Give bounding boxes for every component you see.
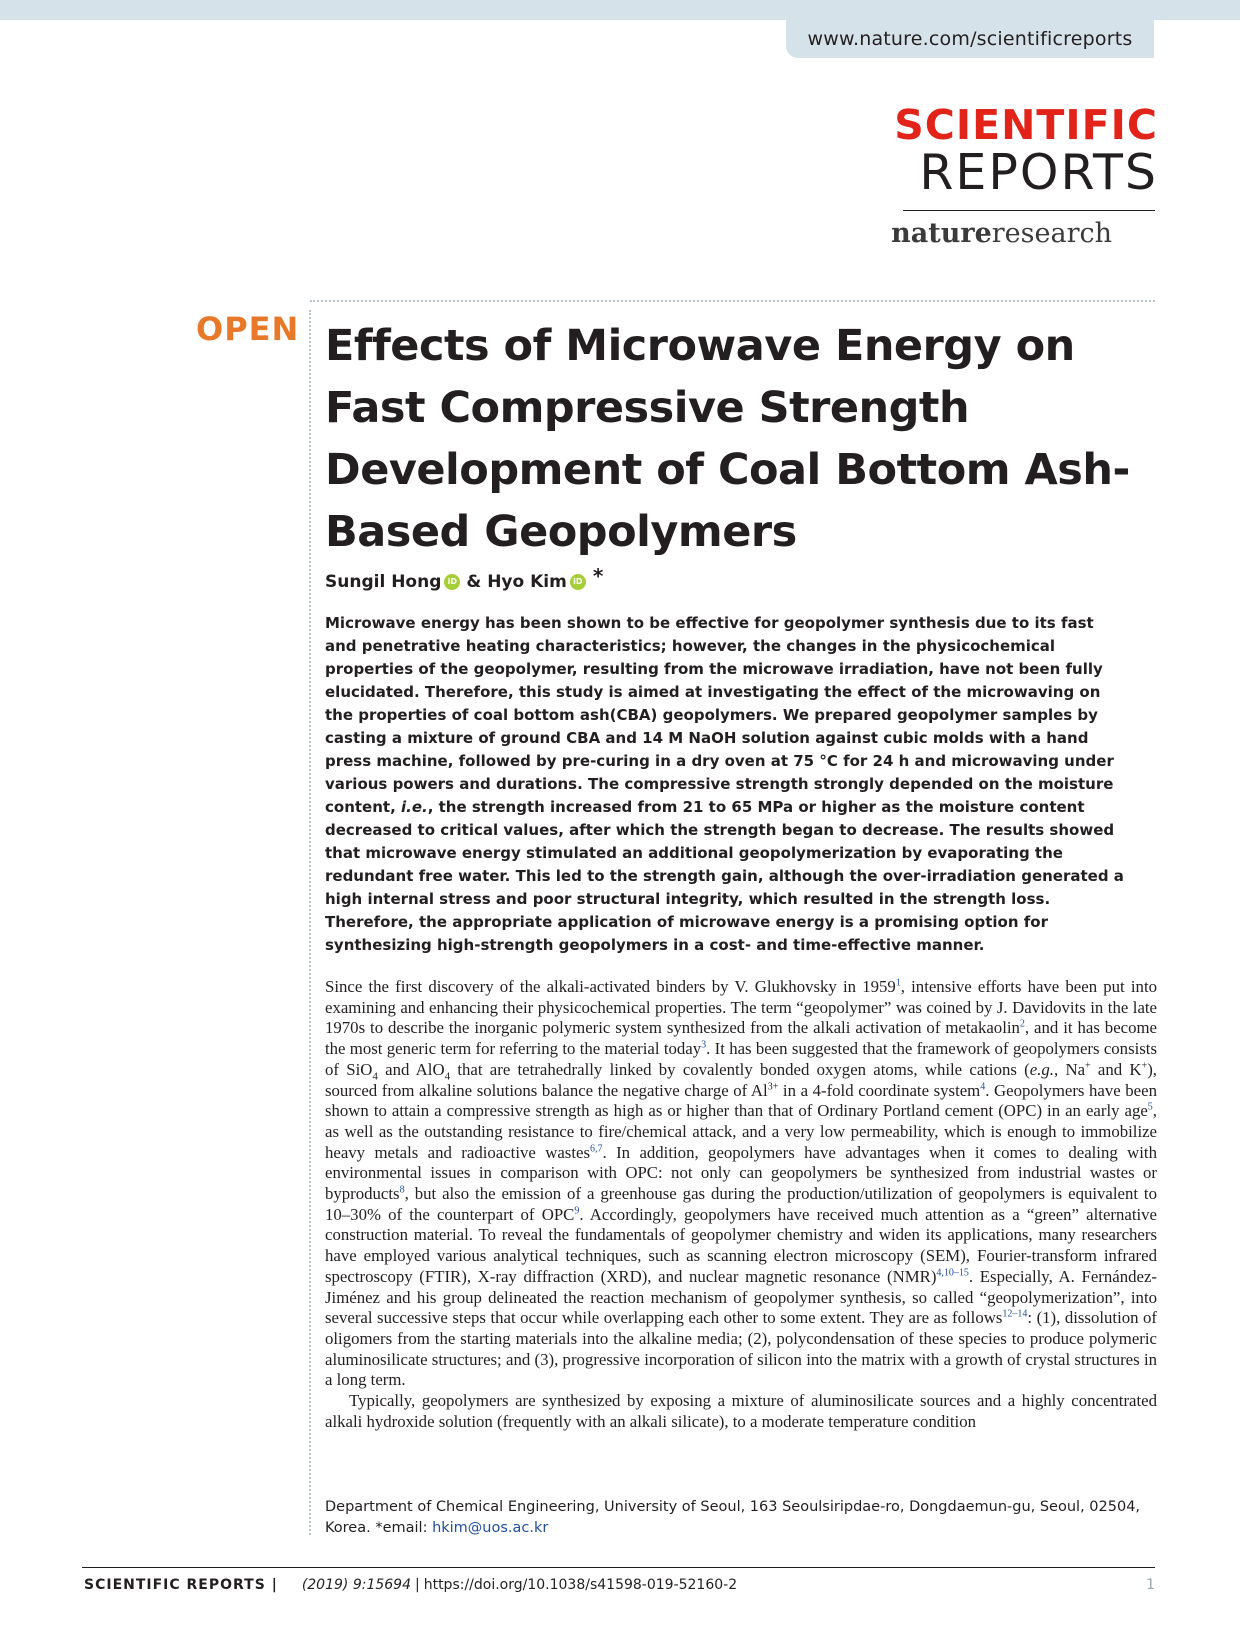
author-1[interactable]: Sungil Hong	[325, 572, 442, 592]
author-list	[325, 564, 604, 594]
abstract: Microwave energy has been shown to be effective for geopolymer synthesis due to its fast and penetrative heating characteristics; however, the changes in the physicochemical properties of the geopolymer, resulting from the microwave irradiation, have not been fully elucidated. Therefore, this study is aimed at investigating the effect of the microwaving on the properties of coal bottom ash(CBA) geopolymers. We prepared geopolymer samples by casting a mixture of ground CBA and 14 M NaOH solution against cubic molds with a hand press machine, followed by pre-curing in a dry oven at 75 °C for 24 h and microwaving under various powers and durations. The compressive strength strongly depended on the moisture content, i.e., the strength increased from 21 to 65 MPa or higher as the moisture content decreased to critical values, after which the strength began to decrease. The results showed that microwave energy stimulated an additional geopolymerization by evaporating the redundant free water. This led to the strength gain, although the over-irradiation generated a high internal stress and poor structural integrity, which resulted in the strength loss. Therefore, the appropriate application of microwave energy is a promising option for synthesizing high-strength geopolymers in a cost- and time-effective manner.	[325, 614, 1124, 954]
page-footer	[84, 1577, 1155, 1593]
citation-ref[interactable]: 1	[895, 977, 901, 989]
footer-rule	[82, 1567, 1155, 1568]
page-number: 1	[1146, 1577, 1155, 1593]
author-2[interactable]: Hyo Kim	[487, 572, 567, 592]
email-link[interactable]: hkim@uos.ac.kr	[432, 1520, 549, 1536]
footer-journal: SCIENTIFIC REPORTS |	[84, 1577, 278, 1593]
citation-ref[interactable]: 2	[1019, 1018, 1025, 1030]
logo-divider	[903, 210, 1155, 211]
journal-logo-line2: REPORTS	[919, 144, 1158, 201]
body-paragraph-1: Since the first discovery of the alkali-activated binders by V. Glukhovsky in 1959$^1$, intensive efforts have been put into examining and enhancing their physicochemical properties. The term “geopolymer” was coined by J. Davidovits in the late 1970s to describe the inorganic polymeric system synthesized from the alkali activation of metakaolin$^2$, and it has become the most generic term for referring to the material today$^3$. It has been suggested that the framework of geopolymers consists of SiO$_4$ and AlO$_4$ that are tetrahedrally linked by covalently bonded oxygen atoms, while cations (e.g., Na+ and K+), sourced from alkaline solutions balance the negative charge of $Al^{3+}$ in a 4-fold coordinate system$^4$. Geopolymers have been shown to attain a compressive strength as high as or higher than that of Ordinary Portland cement (OPC) in an early age$^5$, as well as the outstanding resistance to fire/chemical attack, and a very low permeability, which is enough to immobilize heavy metals and radioactive wastes$^{6,7}$. In addition, geopolymers have advantages when it comes to dealing with environmental issues in comparison with OPC: not only can geopolymers be synthesized from industrial wastes or byproducts$^8$, but also the emission of a greenhouse gas during the production/utilization of geopolymers is equivalent to 10–30% of the counterpart of OPC$^9$. Accordingly, geopolymers have received much attention as a “green” alternative construction material. To reveal the fundamentals of geopolymer chemistry and widen its applications, many researchers have employed various analytical techniques, such as scanning electron microscopy (SEM), Fourier-transform infrared spectroscopy (FTIR), X-ray diffraction (XRD), and nuclear magnetic resonance (NMR)$^{4,10-15}$. Especially, A. Fernández-Jiménez and his group delineated the reaction mechanism of geopolymer synthesis, so called “geopolymerization”, into several successive steps that occur while overlapping each other to some extent. They are as follows$^{12-14}$: (1), dissolution of oligomers from the starting materials into the alkaline media; (2), polycondensation of these species to produce polymeric aluminosilicate structures; and (3), progressive incorporation of silicon into the matrix with a growth of crystal structures in a long term.	[325, 977, 1158, 1390]
citation-ref[interactable]: 3	[701, 1039, 707, 1051]
dotted-rule-left	[309, 310, 311, 1535]
journal-url[interactable]: www.nature.com/scientificreports	[807, 28, 1133, 50]
footer-citation: (2019) 9:15694	[301, 1577, 411, 1593]
body-paragraph-2: Typically, geopolymers are synthesized by exposing a mixture of aluminosilicate sources and a highly concentrated alkali hydroxide solution (frequently with an alkali silicate), to a moderate temperature condition	[325, 1391, 1157, 1431]
citation-ref[interactable]: 9	[574, 1205, 580, 1217]
citation-ref[interactable]: 5	[1147, 1101, 1153, 1113]
citation-ref[interactable]: 4,10–15	[936, 1267, 969, 1279]
orcid-icon[interactable]: iD	[444, 574, 460, 590]
open-access-label: OPEN	[196, 310, 300, 348]
url-tab[interactable]	[786, 20, 1154, 58]
citation-ref[interactable]: 4	[980, 1080, 986, 1092]
doi-link[interactable]: https://doi.org/10.1038/s41598-019-52160-2	[423, 1577, 738, 1593]
footer-separator: |	[414, 1577, 420, 1593]
orcid-icon[interactable]: iD	[570, 574, 586, 590]
body-text	[325, 977, 1157, 1432]
citation-ref[interactable]: 6,7	[589, 1143, 603, 1155]
citation-ref[interactable]: 8	[399, 1184, 405, 1196]
publisher-logo: natureresearch	[891, 218, 1112, 249]
article-title: Effects of Microwave Energy on Fast Compressive Strength Development of Coal Bottom Ash-Based Geopolymers	[325, 321, 1130, 557]
dotted-rule-top	[310, 300, 1155, 302]
citation-ref[interactable]: 12–14	[1002, 1308, 1028, 1320]
header-band	[0, 0, 1240, 20]
corresponding-author-mark: *	[592, 564, 604, 588]
affiliation: Department of Chemical Engineering, University of Seoul, 163 Seoulsiripdae-ro, Dongdaemun-gu, Seoul, 02504, Korea. *email: hkim@uos.ac.kr	[325, 1499, 1141, 1536]
journal-logo-line1: SCIENTIFIC	[894, 101, 1158, 149]
author-separator: &	[466, 572, 482, 592]
